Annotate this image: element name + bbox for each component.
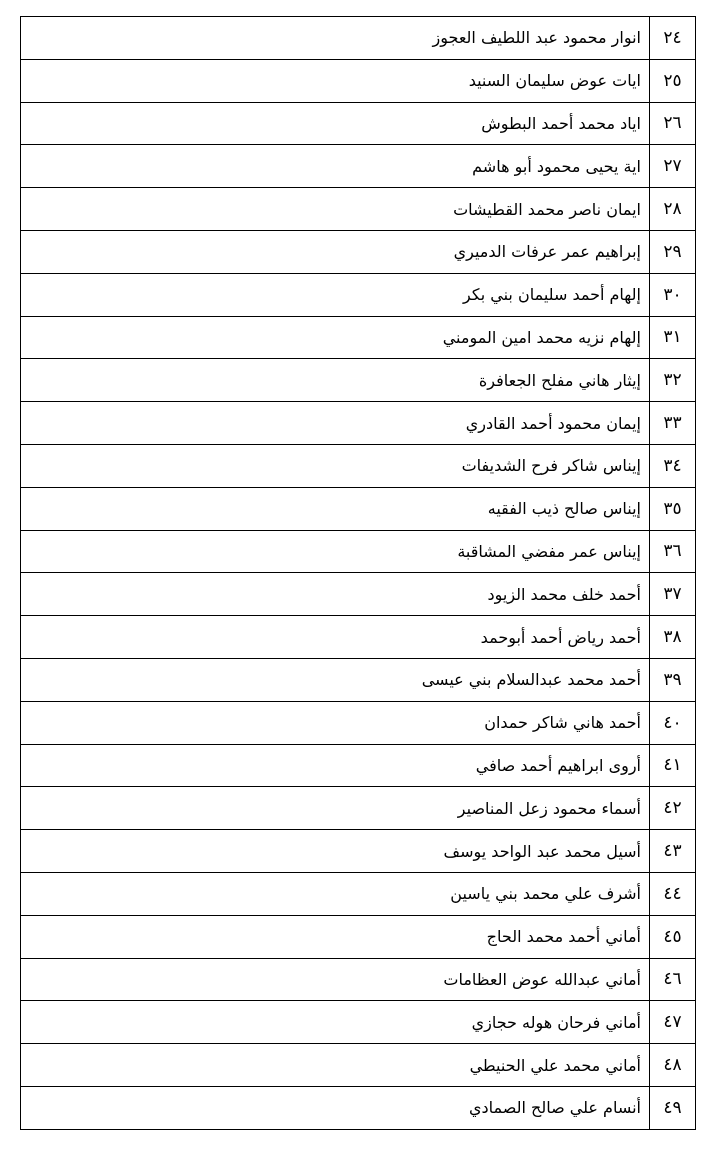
table-row — [21, 958, 696, 1001]
student-name: إيناس شاكر فرح الشديفات — [21, 444, 650, 487]
student-name: أشرف علي محمد بني ياسين — [21, 872, 650, 915]
table-row — [21, 573, 696, 616]
row-number: ٢٧ — [650, 145, 696, 188]
row-number: ٣٠ — [650, 273, 696, 316]
row-number: ٤٤ — [650, 872, 696, 915]
names-table — [20, 16, 696, 1130]
student-name: أماني أحمد محمد الحاج — [21, 915, 650, 958]
row-number: ٣٣ — [650, 402, 696, 445]
table-row — [21, 872, 696, 915]
row-number: ٢٦ — [650, 102, 696, 145]
row-number: ٤٧ — [650, 1001, 696, 1044]
student-name: أحمد خلف محمد الزيود — [21, 573, 650, 616]
table-row — [21, 102, 696, 145]
row-number: ٤٢ — [650, 787, 696, 830]
row-number: ٤١ — [650, 744, 696, 787]
row-number: ٤٩ — [650, 1086, 696, 1129]
student-name: إلهام أحمد سليمان بني بكر — [21, 273, 650, 316]
student-name: اية يحيى محمود أبو هاشم — [21, 145, 650, 188]
row-number: ٣٥ — [650, 487, 696, 530]
row-number: ٤٦ — [650, 958, 696, 1001]
student-name: إيمان محمود أحمد القادري — [21, 402, 650, 445]
table-row — [21, 830, 696, 873]
student-name: إيناس عمر مفضي المشاقبة — [21, 530, 650, 573]
table-row — [21, 487, 696, 530]
row-number: ٤٥ — [650, 915, 696, 958]
student-name: إيناس صالح ذيب الفقيه — [21, 487, 650, 530]
table-row — [21, 744, 696, 787]
student-name: إلهام نزيه محمد امين المومني — [21, 316, 650, 359]
student-name: أماني فرحان هوله حجازي — [21, 1001, 650, 1044]
student-name: أحمد محمد عبدالسلام بني عيسى — [21, 658, 650, 701]
table-row — [21, 1044, 696, 1087]
table-row — [21, 787, 696, 830]
table-row — [21, 444, 696, 487]
names-table-body — [21, 17, 696, 1130]
student-name: أروى ابراهيم أحمد صافي — [21, 744, 650, 787]
row-number: ٢٩ — [650, 230, 696, 273]
table-row — [21, 145, 696, 188]
student-name: انوار محمود عبد اللطيف العجوز — [21, 17, 650, 60]
row-number: ٣٧ — [650, 573, 696, 616]
student-name: إبراهيم عمر عرفات الدميري — [21, 230, 650, 273]
student-name: أسماء محمود زعل المناصير — [21, 787, 650, 830]
student-name: أحمد رياض أحمد أبوحمد — [21, 616, 650, 659]
student-name: أنسام علي صالح الصمادي — [21, 1086, 650, 1129]
row-number: ٢٥ — [650, 59, 696, 102]
student-name: أحمد هاني شاكر حمدان — [21, 701, 650, 744]
row-number: ٣١ — [650, 316, 696, 359]
student-name: ايات عوض سليمان السنيد — [21, 59, 650, 102]
table-row — [21, 230, 696, 273]
row-number: ٣٤ — [650, 444, 696, 487]
table-row — [21, 616, 696, 659]
row-number: ٣٩ — [650, 658, 696, 701]
student-name: أماني محمد علي الحنيطي — [21, 1044, 650, 1087]
table-row — [21, 658, 696, 701]
row-number: ٤٨ — [650, 1044, 696, 1087]
student-name: أسيل محمد عبد الواحد يوسف — [21, 830, 650, 873]
student-name: أماني عبدالله عوض العظامات — [21, 958, 650, 1001]
table-row — [21, 17, 696, 60]
student-name: اياد محمد أحمد البطوش — [21, 102, 650, 145]
table-row — [21, 1086, 696, 1129]
table-row — [21, 1001, 696, 1044]
table-row — [21, 59, 696, 102]
student-name: إيثار هاني مفلح الجعافرة — [21, 359, 650, 402]
table-row — [21, 402, 696, 445]
row-number: ٣٨ — [650, 616, 696, 659]
row-number: ٢٤ — [650, 17, 696, 60]
row-number: ٤٣ — [650, 830, 696, 873]
row-number: ٣٦ — [650, 530, 696, 573]
row-number: ٢٨ — [650, 188, 696, 231]
table-row — [21, 188, 696, 231]
table-row — [21, 530, 696, 573]
table-row — [21, 316, 696, 359]
row-number: ٤٠ — [650, 701, 696, 744]
student-name: ايمان ناصر محمد القطيشات — [21, 188, 650, 231]
table-row — [21, 273, 696, 316]
table-row — [21, 915, 696, 958]
table-row — [21, 701, 696, 744]
table-row — [21, 359, 696, 402]
row-number: ٣٢ — [650, 359, 696, 402]
